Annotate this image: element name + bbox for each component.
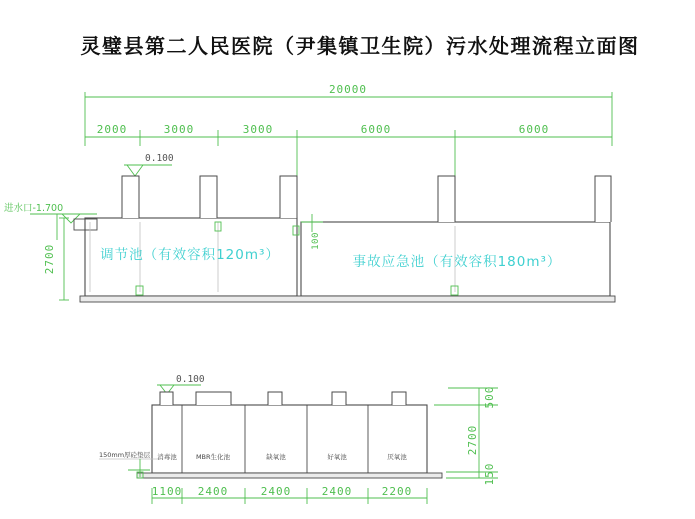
drawing-title: 灵璧县第二人民医院（尹集镇卫生院）污水处理流程立面图 <box>80 36 640 58</box>
compartment-label: 好氧池 <box>327 453 347 461</box>
height-dimension-label: 500 <box>483 385 496 409</box>
segment-dimension-label: 2000 <box>96 123 128 136</box>
level-marker <box>124 153 174 176</box>
inlet-marker <box>4 202 97 240</box>
bottom-elevation-view <box>99 374 498 504</box>
access-shafts <box>122 176 611 222</box>
access-shaft <box>200 176 217 218</box>
segment-dimension-label: 3000 <box>242 123 274 136</box>
width-dimension-label: 2400 <box>260 485 292 498</box>
level-marker-icon <box>62 214 80 223</box>
nozzle <box>196 392 231 405</box>
inlet-elevation-label: 进水口-1.700 <box>4 203 64 214</box>
segment-dimension-label: 6000 <box>518 123 550 136</box>
height-dimension-label: 150 <box>483 462 496 486</box>
level-value-label: 0.100 <box>176 374 205 385</box>
nozzle <box>160 392 173 405</box>
width-dimension-label: 2200 <box>381 485 413 498</box>
access-shaft <box>438 176 455 222</box>
segment-dimension-label: 3000 <box>163 123 195 136</box>
height-dimension-label: 2700 <box>466 424 479 456</box>
access-shaft <box>595 176 611 222</box>
access-shaft <box>280 176 297 218</box>
tank-bottom-slab <box>80 296 615 302</box>
nozzle <box>268 392 282 405</box>
level-marker-icon <box>127 165 143 176</box>
compartment-label: 缺氧池 <box>266 453 286 461</box>
segment-dimension-label: 6000 <box>360 123 392 136</box>
level-value-label: 0.100 <box>145 153 174 164</box>
depth-dimension <box>43 218 69 300</box>
offset-dimension-label: 100 <box>311 232 321 250</box>
top-elevation-view <box>4 83 615 302</box>
overall-dimension-label: 20000 <box>328 83 368 96</box>
nozzle <box>332 392 346 405</box>
compartment-label: 消毒池 <box>157 453 177 461</box>
regulating-tank-label: 调节池（有效容积120m³） <box>100 247 280 263</box>
compartment-label: MBR生化池 <box>195 453 231 461</box>
base-slab <box>137 473 442 478</box>
width-dimension-label: 2400 <box>321 485 353 498</box>
emergency-tank-label: 事故应急池（有效容积180m³） <box>352 254 562 270</box>
level-marker <box>157 374 205 394</box>
equipment-body <box>137 392 442 478</box>
width-dimension-label: 1100 <box>151 485 183 498</box>
compartment-label: 厌氧池 <box>387 453 407 461</box>
access-shaft <box>122 176 139 218</box>
nozzle <box>392 392 406 405</box>
width-dimension-label: 2400 <box>197 485 229 498</box>
depth-dimension-label: 2700 <box>43 243 56 275</box>
base-note-label: 150mm厚砼垫层 <box>99 451 151 459</box>
offset-dimension <box>301 214 323 250</box>
